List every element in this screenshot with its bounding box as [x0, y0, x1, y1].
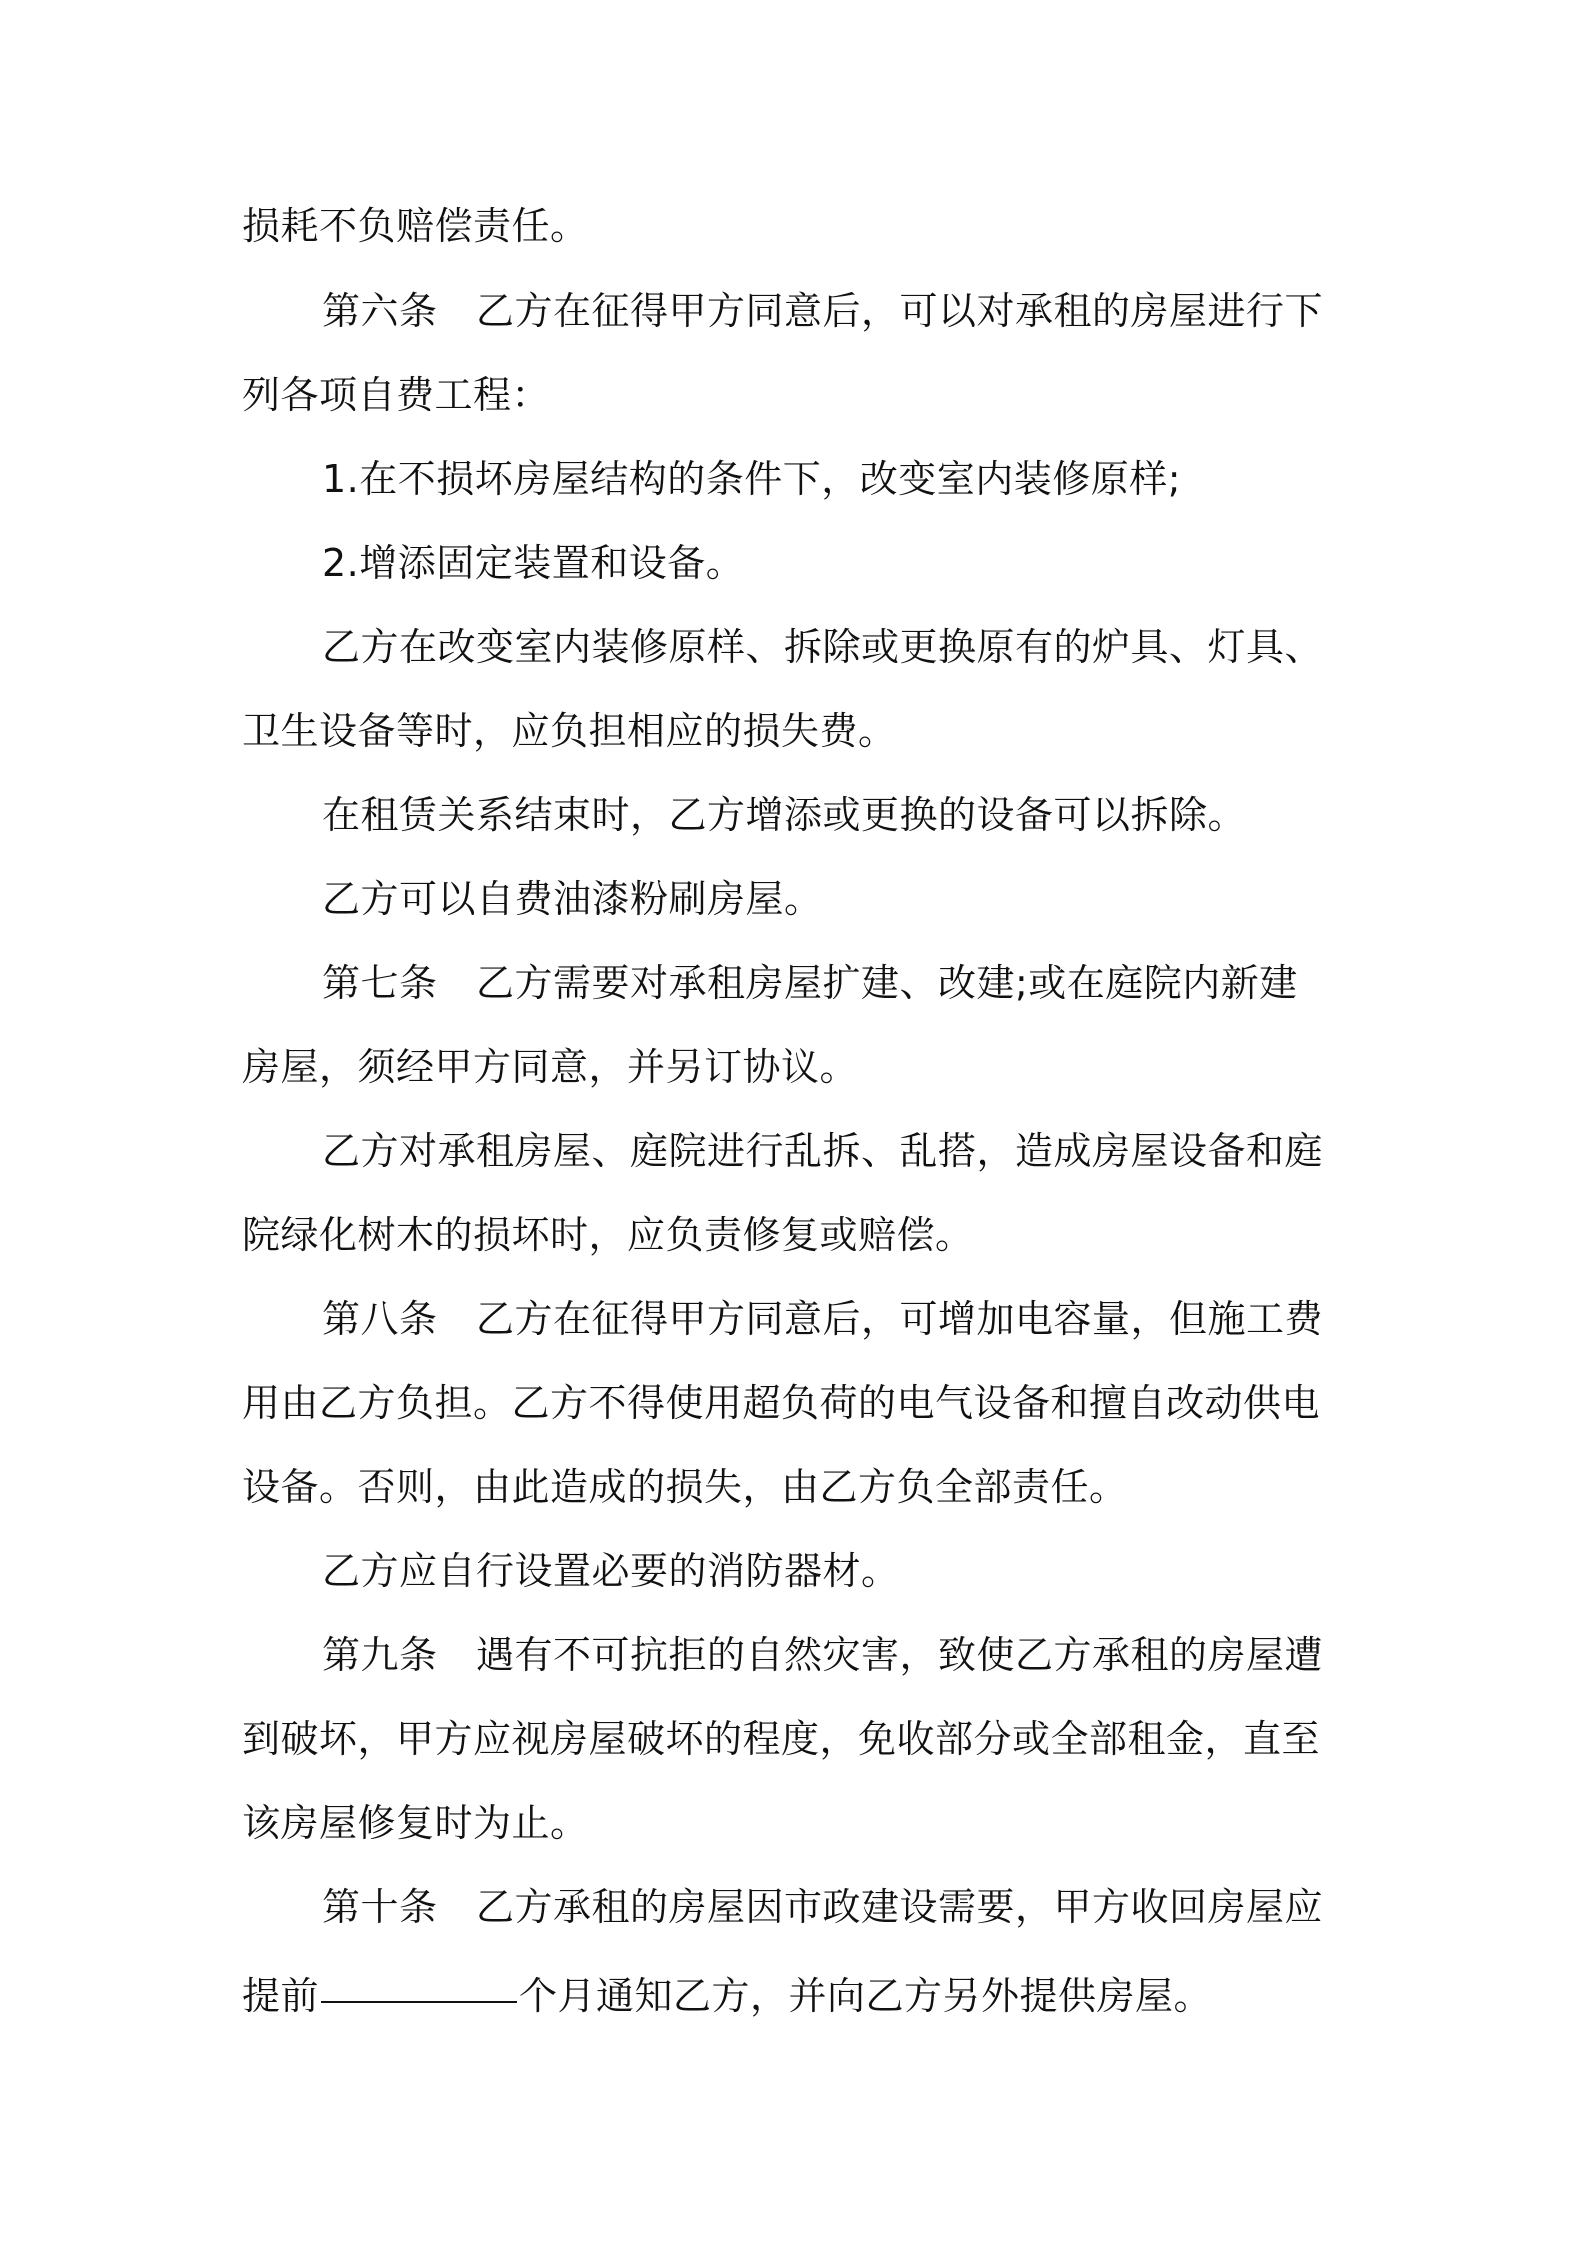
text-line: 院绿化树木的损坏时，应负责修复或赔偿。 — [242, 1213, 974, 1257]
text-line: 乙方对承租房屋、庭院进行乱拆、乱搭，造成房屋设备和庭 — [322, 1129, 1324, 1173]
text-line: 到破坏，甲方应视房屋破坏的程度，免收部分或全部租金，直至 — [242, 1717, 1321, 1761]
text-line: 乙方可以自费油漆粉刷房屋。 — [322, 877, 823, 921]
fill-in-blank[interactable] — [321, 1961, 517, 2003]
text-line: 乙方应自行设置必要的消防器材。 — [322, 1549, 900, 1593]
text-line: 列各项自费工程： — [242, 373, 551, 417]
article-9-line: 第九条 遇有不可抗拒的自然灾害，致使乙方承租的房屋遭 — [322, 1633, 1324, 1677]
text-line: 该房屋修复时为止。 — [242, 1801, 589, 1845]
text-line: 乙方在改变室内装修原样、拆除或更换原有的炉具、灯具、 — [322, 625, 1324, 669]
text-fragment: 提前 — [242, 1974, 320, 2018]
article-8-line: 第八条 乙方在征得甲方同意后，可增加电容量，但施工费 — [322, 1297, 1324, 1341]
text-line: 损耗不负赔偿责任。 — [242, 204, 589, 248]
text-line: 在租赁关系结束时，乙方增添或更换的设备可以拆除。 — [322, 793, 1247, 837]
list-item: 2.增添固定装置和设备。 — [322, 541, 745, 585]
text-line: 设备。否则，由此造成的损失，由乙方负全部责任。 — [242, 1465, 1128, 1509]
list-item: 1.在不损坏房屋结构的条件下，改变室内装修原样; — [322, 457, 1182, 501]
text-line-with-blank — [242, 1961, 1586, 2021]
text-line: 房屋，须经甲方同意，并另订协议。 — [242, 1045, 859, 1089]
article-6-line: 第六条 乙方在征得甲方同意后，可以对承租的房屋进行下 — [322, 289, 1324, 333]
text-line: 用由乙方负担。乙方不得使用超负荷的电气设备和擅自改动供电 — [242, 1381, 1321, 1425]
article-7-line: 第七条 乙方需要对承租房屋扩建、改建;或在庭院内新建 — [322, 961, 1298, 1005]
text-line: 卫生设备等时，应负担相应的损失费。 — [242, 709, 897, 753]
article-10-line: 第十条 乙方承租的房屋因市政建设需要，甲方收回房屋应 — [322, 1885, 1324, 1929]
text-fragment: 个月通知乙方，并向乙方另外提供房屋。 — [519, 1974, 1213, 2018]
